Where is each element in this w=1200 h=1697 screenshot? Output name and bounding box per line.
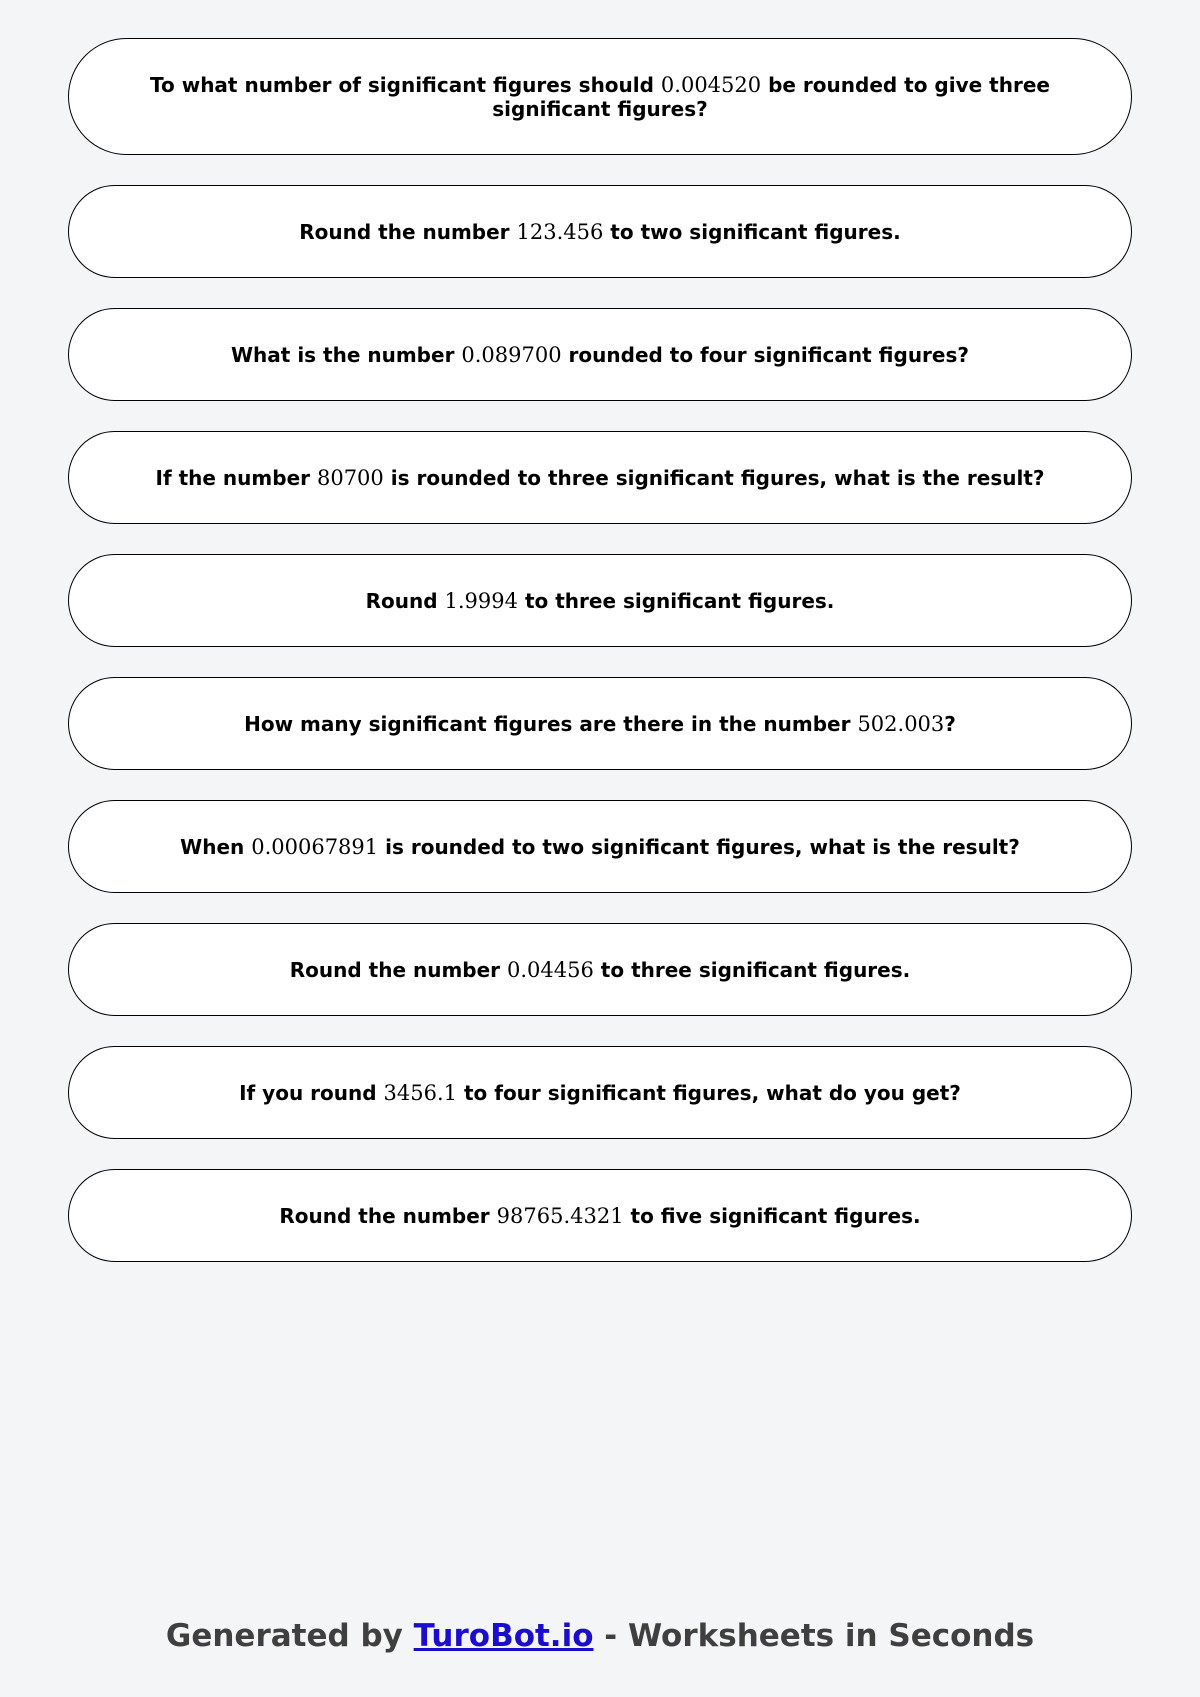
question-number-value: 502.003: [857, 711, 945, 736]
question-text: Round the number 0.04456 to three significant figures.: [289, 957, 911, 982]
question-number-value: 0.004520: [660, 72, 762, 97]
question-list: [68, 38, 1132, 1292]
footer-suffix: - Worksheets in Seconds: [593, 1618, 1035, 1654]
question-text: Round the number 123.456 to two significant figures.: [299, 219, 901, 244]
question-text: Round the number 98765.4321 to five significant figures.: [279, 1203, 921, 1228]
question-card: [68, 185, 1132, 278]
question-number-value: 3456.1: [383, 1080, 458, 1105]
question-text: When 0.00067891 is rounded to two significant figures, what is the result?: [180, 834, 1020, 859]
question-number-value: 0.00067891: [251, 834, 379, 859]
footer-prefix: Generated by: [165, 1618, 414, 1654]
question-card: [68, 431, 1132, 524]
question-card: [68, 554, 1132, 647]
question-text: What is the number 0.089700 rounded to four significant figures?: [231, 342, 969, 367]
question-number-value: 98765.4321: [496, 1203, 624, 1228]
question-card: [68, 800, 1132, 893]
question-card: [68, 923, 1132, 1016]
question-text: If the number 80700 is rounded to three significant figures, what is the result?: [155, 465, 1045, 490]
question-text: To what number of significant figures should 0.004520 be rounded to give three significant figures?: [150, 72, 1050, 121]
question-card: [68, 677, 1132, 770]
question-number-value: 1.9994: [444, 588, 518, 613]
question-card: [68, 38, 1132, 155]
question-number-value: 123.456: [516, 219, 604, 244]
question-text: If you round 3456.1 to four significant figures, what do you get?: [239, 1080, 961, 1105]
question-text: How many significant figures are there in the number 502.003?: [244, 711, 956, 736]
question-number-value: 0.04456: [507, 957, 594, 982]
question-number-value: 80700: [316, 465, 384, 490]
question-text: Round 1.9994 to three significant figures.: [365, 588, 835, 613]
turobot-link[interactable]: TuroBot.io: [413, 1618, 594, 1654]
question-card: [68, 308, 1132, 401]
question-card: [68, 1169, 1132, 1262]
footer-credit: [0, 1618, 1200, 1654]
question-card: [68, 1046, 1132, 1139]
question-number-value: 0.089700: [461, 342, 562, 367]
